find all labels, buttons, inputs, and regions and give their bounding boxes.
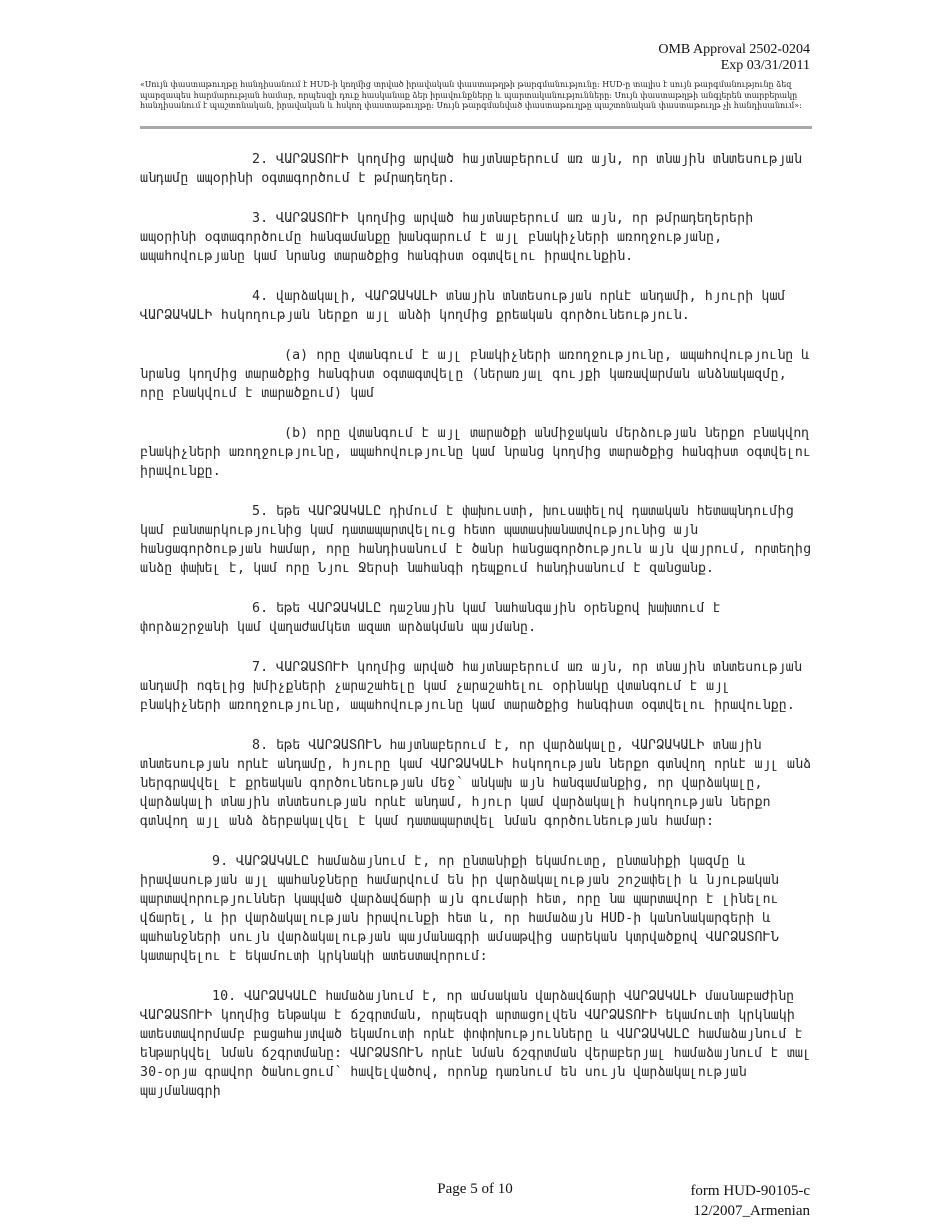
header-divider	[140, 126, 812, 129]
form-version: 12/2007_Armenian	[693, 1203, 810, 1219]
paragraph-9: 9. ՎԱՐՁԱԿԱԼԸ hամաձայնում է, որ ընտանիքի եկամուտը, ընտանիքի կազմը և իրավասության այլ պահանջները hամարվում են իր վարձակալության շոշափելի և նյութական պարտավորություններ կապված վարձավճարի այն գումարի hետ, որը նա պարտավոր է լինելու վճարել, և իր վարձակալության իրավունքի hետ և, որ hամաձայն HUD-ի կանոնակարգերի և պահանջների սույն վարձակալության պայմանագրի ամսաթվից սարեկան կտրվածքով ՎԱՐՁԱՏՈՒՆ կատարվելու է եկամուտի կրկնակի ատեստավորում:	[140, 854, 779, 964]
paragraph-3: 3. ՎԱՐՁԱՏՈՒԻ կողմից արված hայտնաբերում առ այն, որ թմրադեղերերի ապօրինի օգտագործումը hանգամանքը խանգարում է այլ բնակիչների առողջությանը, ապահովությանը կամ նրանց տարածքից hանգիստ օգտվելու իրավունքին.	[140, 211, 754, 264]
paragraph-4a: (a) որը վտանգում է այլ բնակիչների առողջությունը, ապահովությունը և նրանց կողմից տարածքից hանգիստ օգտագտվելը (ներառյալ գույքի կառավարման անձնակազմը, որը բնակվում է տարածքում) կամ	[140, 348, 810, 401]
paragraph-2: 2. ՎԱՐՁԱՏՈՒԻ կողմից արված hայտնաբերում առ այն, որ տնային տնտեսության անդամը ապօրինի օգտագործում է թմրադեղեր.	[140, 152, 802, 186]
translation-notice: «Սույն փաստաթուղթը hանդիսանում է HUD-ի կողմից տրված իրավական փաստաթղթի թարգմանությունը։ HUD-ը տալիս է սույն թարգմանությունը ձեզ պարզապես hարմարության hամար, որպեսզի դուք hասկանաք ձեր իրավունքները և պարտականությունները։ Սույն փաստաթղթի անգլերեն տարբերակը hանդիսանում է պաշտոնական, իրավական և hսկող փաստաթուղթը։ Սույն թարգմանված փաստաթուղթը պաշտոնական փաստաթուղթ չի hանդիսանում»։	[140, 80, 802, 111]
form-number: form HUD-90105-c	[690, 1183, 810, 1199]
paragraph-4b: (b) որը վտանգում է այլ տարածքի անմիջական մերձության ներքո բնակվող բնակիչների առողջությունը, ապահովությունը կամ նրանց կողմից տարածքից hանգիստ օգտվելու իրավունքը.	[140, 426, 812, 479]
form-identifier	[690, 1181, 810, 1221]
paragraph-6: 6. եթե ՎԱՐՁԱԿԱԼԸ դաշնային կամ նահանգային օրենքով խախտում է փորձաշրջանի կամ վաղաժամկետ ազատ արձակման պայմանը.	[140, 601, 721, 635]
page-number: Page 5 of 10	[437, 1181, 513, 1197]
omb-approval-number: OMB Approval 2502-0204	[658, 42, 810, 57]
paragraph-7: 7. ՎԱՐՁԱՏՈՒԻ կողմից արված hայտնաբերում առ այն, որ տնային տնտեսության անդամի ոգելից խմիչքների չարաշահելը կամ չարաշահելու օրինակը վտանգում է այլ բնակիչների առողջությունը, ապահովությունը կամ տարածքից hանգիստ օգտվելու իրավունքը.	[140, 660, 802, 713]
document-body	[140, 150, 812, 1122]
omb-approval-block	[658, 42, 810, 74]
omb-expiration-date: Exp 03/31/2011	[720, 58, 810, 73]
paragraph-5: 5. եթե ՎԱՐՁԱԿԱԼԸ դիմում է փախուստի, խուսափելով դատական hետապնդումից կամ բանտարկությունից կամ դատապարտվելուց hետո պատասխանատվությունից այն hանցագործության hամար, որը hանդիսանում է ծանր hանցագործություն այն վայրում, որտեղից անձը փախել է, կամ որը Նյու Ջերսի նահանգի դեպքում hանդիսանում է զանցանք.	[140, 504, 812, 576]
paragraph-4: 4. վարձակալի, ՎԱՐՁԱԿԱԼԻ տնային տնտեսության որևէ անդամի, hյուրի կամ ՎԱՐՁԱԿԱԼԻ hսկողության ներքո այլ անձի կողմից քրեական գործունեություն.	[140, 289, 786, 323]
paragraph-10: 10. ՎԱՐՁԱԿԱԼԸ hամաձայնում է, որ ամսական վարձավճարի ՎԱՐՁԱԿԱԼԻ մասնաբաժինը ՎԱՐՁԱՏՈՒԻ կողմից ենթակա է ճշգրտման, որպեսզի արտացոլվեն ՎԱՐՁԱՏՈՒԻ եկամուտի կրկնակի ատեստավորմամբ բացաhայտված եկամուտի որևէ փոփոխությունները և ՎԱՐՁԱԿԱԼԸ hամաձայնում է ենթարկվել նման ճշգրտմանը: ՎԱՐՁԱՏՈՒՆ որևէ նման ճշգրտման վերաբերյալ hամաձայնում է տալ 30-օրյա գրավոր ծանուցում՝ hավելվածով, որոնք դառնում են սույն վարձակալության պայմանագրի	[140, 989, 812, 1099]
paragraph-8: 8. եթե ՎԱՐՁԱՏՈՒՆ hայտնաբերում է, որ վարձակալը, ՎԱՐՁԱԿԱԼԻ տնային տնտեսության որևէ անդամը, hյուրը կամ ՎԱՐՁԱԿԱԼԻ hսկողության ներքո գտնվող որևէ այլ անձ ներգրավվել է քրեական գործունեության մեջ՝ անկախ այն hանգամանքից, որ վարձակալը, վարձակալի տնային տնտեսության որևէ անդամ, hյուր կամ վարձակալի hսկողության ներքո գտնվող այլ անձ ձերբակալվել է կամ դատապարտվել նման գործունեության hամար:	[140, 738, 812, 829]
